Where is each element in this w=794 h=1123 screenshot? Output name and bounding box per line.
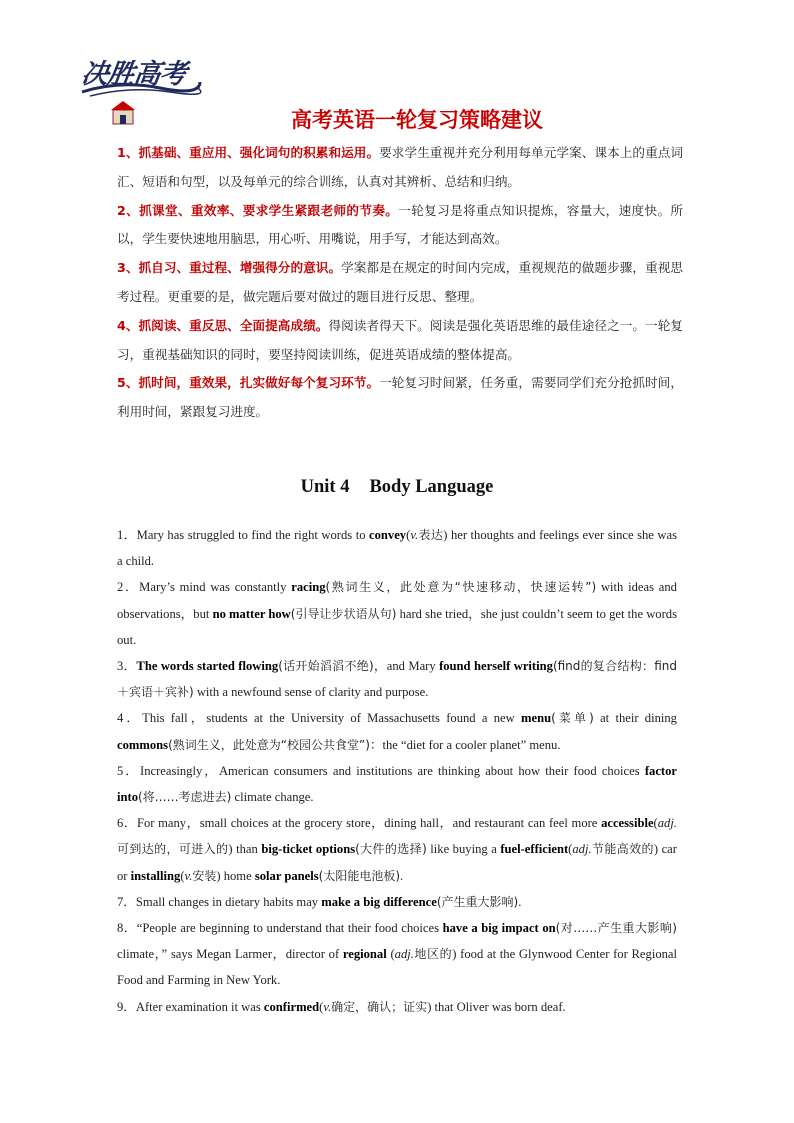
tip-lead: 1、抓基础、重应用、强化词句的积累和运用。 — [117, 145, 380, 160]
sentence-text: ( — [568, 842, 573, 857]
sentence-list — [117, 522, 677, 1020]
sentence-text: hard she tried，she just couldn’t seem to get the words out. — [117, 606, 677, 647]
sentence-item — [117, 574, 677, 653]
key-phrase: fuel-efficient — [500, 842, 569, 857]
chinese-gloss: (将……考虑进去) — [138, 790, 232, 805]
sentence-text: ( — [319, 999, 324, 1014]
sentence-text: ) her thoughts and feelings ever since she was a child. — [117, 528, 677, 569]
sentence-item — [117, 705, 677, 757]
logo-text: 决胜高考 — [79, 59, 188, 90]
sentence-item — [117, 889, 677, 915]
part-of-speech: adj. — [572, 842, 592, 857]
unit-heading — [0, 477, 794, 498]
sentence-text: ) than — [228, 842, 262, 857]
sentence-text: ( — [180, 868, 185, 883]
key-phrase: solar panels — [254, 868, 319, 883]
sentence-text: 1．Mary has struggled to find the right words to — [117, 528, 370, 542]
sentence-item — [117, 810, 677, 889]
part-of-speech: v. — [323, 999, 332, 1014]
sentence-text: ) food at the Glynwood Center for Regional Food and Farming in New York. — [117, 947, 677, 988]
sentence-text: 8．“People are beginning to understand that their food choices — [117, 921, 443, 936]
unit-number: Unit 4 — [300, 477, 350, 497]
chinese-gloss: (熟词生义，此处意为“快速移动，快速运转”) — [325, 580, 597, 595]
chinese-gloss: (对……产生重大影响) — [555, 921, 677, 936]
sentence-text: 3． — [117, 659, 137, 674]
key-phrase: factor into — [117, 763, 677, 805]
part-of-speech: adj. — [657, 816, 677, 831]
sentence-item — [117, 994, 677, 1020]
sentence-text: climate，” says Megan Larmer，director of — [117, 947, 343, 962]
chinese-gloss: (产生重大影响) — [436, 894, 519, 909]
tip-lead: 3、抓自习、重过程、增强得分的意识。 — [117, 260, 342, 276]
tip-lead: 4、抓阅读、重反思、全面提高成绩。 — [117, 317, 329, 333]
chinese-gloss: (太阳能电池板) — [318, 868, 401, 883]
tip-body: 一轮复习是将重点知识提炼，容量大，速度快。所以，学生要快速地用脑思，用心听、用嘴说，用手写，才能达到高效。 — [117, 202, 683, 247]
chinese-gloss: 安装 — [192, 868, 217, 883]
key-phrase: racing — [291, 580, 326, 595]
unit-name: Body Language — [369, 477, 494, 497]
part-of-speech: adj. — [394, 947, 414, 962]
sentence-text: . — [400, 868, 404, 883]
tip-body: 一轮复习时间紧，任务重，需要同学们充分抢抓时间，利用时间，紧跟复习进度。 — [117, 375, 684, 420]
sentence-text: 2．Mary’s mind was constantly — [117, 580, 292, 595]
tip-item — [117, 254, 683, 312]
chinese-gloss: (大件的选择) — [355, 842, 427, 857]
sentence-text: with ideas and observations，but — [117, 580, 677, 621]
tip-item — [117, 369, 683, 427]
sentence-text: ，and Mary — [373, 659, 440, 674]
chinese-gloss: (菜单) — [551, 711, 594, 726]
sentence-text: with a newfound sense of clarity and purpose. — [193, 685, 429, 700]
chinese-gloss: (话开始滔滔不绝) — [278, 659, 374, 674]
chinese-gloss: (熟词生义，此处意为“校园公共食堂”) — [168, 737, 370, 752]
sentence-item — [117, 758, 677, 810]
key-phrase: commons — [117, 737, 169, 752]
sentence-text: 6．For many，small choices at the grocery store，dining hall，and restaurant can feel more — [117, 816, 602, 831]
key-phrase: big-ticket options — [261, 842, 356, 857]
chinese-gloss: 可到达的，可进入的 — [117, 842, 229, 857]
key-phrase: make a big difference — [321, 894, 437, 909]
chinese-gloss: 节能高效的 — [591, 842, 654, 857]
tip-item — [117, 197, 683, 255]
sentence-text: . — [518, 894, 522, 909]
chinese-gloss: (引导让步状语从句) — [290, 606, 397, 621]
chinese-gloss: (find的复合结构：find＋宾语＋宾补) — [117, 659, 678, 700]
sentence-text: ) that Oliver was born deaf. — [427, 999, 566, 1014]
key-phrase: convey — [369, 528, 407, 542]
key-phrase: accessible — [601, 816, 654, 831]
key-phrase: The words started flowing — [136, 659, 279, 674]
sentence-text: ) car or — [117, 842, 677, 883]
sentence-item — [117, 653, 677, 705]
logo-swoosh-icon — [80, 78, 202, 100]
sentence-text: ( — [406, 528, 411, 542]
key-phrase: confirmed — [263, 999, 320, 1014]
key-phrase: found herself writing — [439, 659, 553, 674]
sentence-text: 9．After examination it was — [117, 999, 264, 1014]
key-phrase: menu — [520, 711, 552, 726]
sentence-text: 7．Small changes in dietary habits may — [117, 894, 322, 909]
sentence-text: ) home — [216, 868, 255, 883]
part-of-speech: v. — [184, 868, 193, 883]
sentence-text: 5．Increasingly，American consumers and institutions are thinking about how their food choices — [117, 763, 645, 778]
tip-body: 得阅读者得天下。阅读是强化英语思维的最佳途径之一。一轮复习，重视基础知识的同时，要坚持阅读训练，促进英语成绩的整体提高。 — [117, 317, 684, 362]
key-phrase: regional — [342, 947, 387, 962]
sentence-item — [117, 915, 677, 994]
page-title: 高考英语一轮复习策略建议 — [291, 108, 543, 132]
key-phrase: installing — [130, 868, 181, 883]
tip-lead: 5、抓时间，重效果，扎实做好每个复习环节。 — [117, 375, 380, 391]
sentence-text: ：the “diet for a cooler planet” menu. — [369, 737, 561, 752]
sentence-text: 4．This fall，students at the University of Massachusetts found a new — [117, 711, 521, 726]
sentence-text: at their dining — [593, 711, 677, 726]
tip-item — [117, 139, 683, 197]
sentence-text: climate change. — [231, 790, 314, 805]
tip-body: 要求学生重视并充分利用每单元学案、课本上的重点词汇、短语和句型，以及每单元的综合训练，认真对其辨析、总结和归纳。 — [117, 145, 684, 189]
sentence-text: ( — [386, 947, 395, 962]
chinese-gloss: 地区的 — [413, 947, 453, 962]
tip-body: 学案都是在规定的时间内完成，重视规范的做题步骤，重视思考过程。更重要的是，做完题后要对做过的题目进行反思、整理。 — [117, 260, 684, 304]
key-phrase: no matter how — [212, 606, 291, 621]
sentence-item — [117, 522, 677, 574]
tip-lead: 2、抓课堂、重效率、要求学生紧跟老师的节奏。 — [117, 202, 399, 218]
chinese-gloss: 确定，确认；证实 — [331, 999, 428, 1014]
sentence-text: ( — [653, 816, 658, 831]
tip-item — [117, 312, 683, 370]
sentence-text: like buying a — [426, 842, 501, 857]
part-of-speech: v. — [410, 528, 419, 542]
strategy-tips — [117, 139, 683, 427]
chinese-gloss: 表达 — [418, 528, 444, 542]
key-phrase: have a big impact on — [442, 921, 556, 936]
